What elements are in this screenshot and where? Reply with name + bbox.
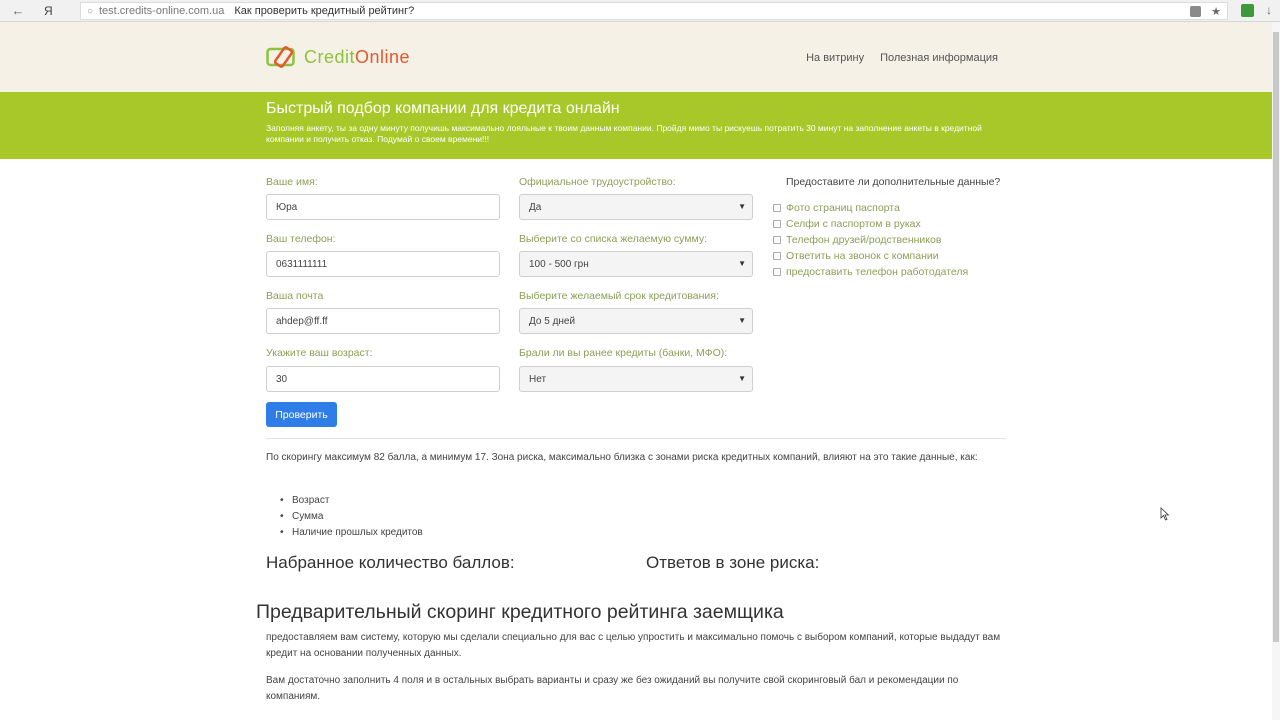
term-select-value: До 5 дней <box>529 315 576 327</box>
checkbox-box[interactable] <box>773 220 781 228</box>
hero-banner <box>0 92 1272 159</box>
phone-field[interactable]: 0631111111 <box>266 251 500 277</box>
name-label: Ваше имя: <box>266 176 318 188</box>
employment-label: Официальное трудоустройство: <box>519 176 676 188</box>
protect-icon[interactable] <box>1190 6 1201 17</box>
list-item: • Сумма <box>280 509 423 525</box>
term-select[interactable] <box>519 308 753 334</box>
checkbox-box[interactable] <box>773 204 781 212</box>
age-field[interactable]: 30 <box>266 366 500 392</box>
employment-select[interactable] <box>519 194 753 220</box>
email-label: Ваша почта <box>266 290 324 302</box>
risk-heading: Ответов в зоне риска: <box>646 553 820 572</box>
yandex-icon[interactable]: Я <box>44 3 53 18</box>
list-item: • Наличие прошлых кредитов <box>280 525 423 541</box>
prior-credits-select[interactable] <box>519 366 753 392</box>
logo-card-icon <box>266 46 300 68</box>
divider <box>266 438 1006 439</box>
prior-credits-label: Брали ли вы ранее кредиты (банки, МФО): <box>519 347 728 359</box>
extension-icon[interactable] <box>1241 4 1254 17</box>
banner-title: Быстрый подбор компании для кредита онлайн <box>266 100 620 117</box>
prior-credits-select-value: Нет <box>529 373 547 385</box>
amount-label: Выберите со списка желаемую сумму: <box>519 233 708 245</box>
logo[interactable] <box>266 46 410 68</box>
extra-data-title: Предоставите ли дополнительные данные? <box>786 176 1001 188</box>
checkbox-passport-photo[interactable]: Фото страниц паспорта <box>773 202 900 214</box>
caret-down-icon: ▼ <box>738 316 746 325</box>
address-bar[interactable] <box>80 2 1228 20</box>
amount-select-value: 100 - 500 грн <box>529 258 589 270</box>
site-info-icon[interactable]: ○ <box>86 5 94 17</box>
scrollbar-thumb[interactable] <box>1273 32 1279 642</box>
checkbox-employer-phone[interactable]: предоставить телефон работодателя <box>773 266 968 278</box>
logo-text: CreditOnline <box>304 46 411 67</box>
check-button[interactable]: Проверить <box>266 402 337 427</box>
checkbox-relatives-phone[interactable]: Телефон друзей/родственников <box>773 234 941 246</box>
caret-down-icon: ▼ <box>738 259 746 268</box>
browser-toolbar <box>0 0 1280 22</box>
name-field[interactable]: Юра <box>266 194 500 220</box>
checkbox-box[interactable] <box>773 236 781 244</box>
list-item: • Возраст <box>280 493 423 509</box>
scoring-description: По скорингу максимум 82 балла, а минимум 17. Зона риска, максимально близка с зонами риска кредитных компаний, влияют на это такие данные, как: <box>266 452 978 463</box>
checkbox-selfie-passport[interactable]: Селфи с паспортом в руках <box>773 218 921 230</box>
email-field[interactable]: ahdep@ff.ff <box>266 308 500 334</box>
score-heading: Набранное количество баллов: <box>266 553 515 572</box>
phone-label: Ваш телефон: <box>266 233 336 245</box>
caret-down-icon: ▼ <box>738 202 746 211</box>
top-menu <box>806 52 998 64</box>
menu-item-useful-info[interactable]: Полезная информация <box>880 52 998 64</box>
checkbox-answer-call[interactable]: Ответить на звонок с компании <box>773 250 939 262</box>
factors-list <box>280 493 423 541</box>
main-heading: Предварительный скоринг кредитного рейтинга заемщика <box>256 601 784 623</box>
site-header <box>0 22 1272 92</box>
caret-down-icon: ▼ <box>738 374 746 383</box>
back-arrow-icon[interactable]: ← <box>11 3 25 18</box>
address-page-title: Как проверить кредитный рейтинг? <box>234 5 415 17</box>
intro-paragraph: предоставляем вам систему, которую мы сделали специально для вас с целью упростить и максимально помочь с выбором компаний, которые выдадут вам кредит на основании полученных данных. <box>266 632 1001 659</box>
banner-text: Заполняя анкету, ты за одну минуту получишь максимально лояльные к твоим данным компании. Пройдя мимо ты рискуешь потратить 30 минут на заполнение анкеты в кредитной компании и получить отказ. Подумай о своем времени!!! <box>266 123 982 144</box>
page-scrollbar[interactable] <box>1272 22 1280 720</box>
age-label: Укажите ваш возраст: <box>266 347 373 359</box>
checkbox-box[interactable] <box>773 268 781 276</box>
bookmark-star-icon[interactable]: ★ <box>1211 5 1221 18</box>
menu-item-showcase[interactable]: На витрину <box>806 52 865 64</box>
amount-select[interactable] <box>519 251 753 277</box>
term-label: Выберите желаемый срок кредитования: <box>519 290 719 302</box>
checkbox-box[interactable] <box>773 252 781 260</box>
mouse-cursor-icon <box>1160 507 1170 521</box>
address-host: test.credits-online.com.ua <box>99 5 225 17</box>
employment-select-value: Да <box>529 201 542 213</box>
download-icon[interactable]: ↓ <box>1266 3 1272 17</box>
instructions-paragraph: Вам достаточно заполнить 4 поля и в остальных выбрать варианты и сразу же без ожиданий вы получите свой скоринговый бал и рекомендации по компаниям. <box>266 675 959 702</box>
